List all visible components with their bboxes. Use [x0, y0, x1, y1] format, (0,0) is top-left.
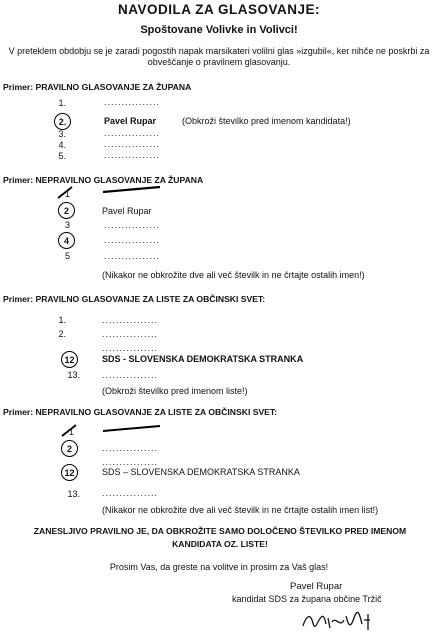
row-number: 13. — [67, 370, 80, 380]
intro-paragraph: V preteklem obdobju se je zaradi pogostih napak marsikateri volilni glas »izgubil«, ker nihče ne poskrbi za obveščanje o pravilnem glasovanju. — [8, 46, 430, 67]
row-number: 2. — [58, 329, 66, 339]
dotted-line: ................ — [104, 97, 161, 107]
dotted-line: ................ — [102, 329, 159, 339]
row-number: 3. — [58, 129, 66, 139]
dotted-line: ................ — [104, 150, 161, 160]
circled-number: 12 — [61, 351, 78, 368]
signatory-title: kandidat SDS za župana občine Tržič — [232, 594, 382, 604]
row-number: 1. — [58, 315, 66, 325]
row-number: 1. — [58, 98, 66, 108]
section-heading-correct-mayor: Primer: PRAVILNO GLASOVANJE ZA ŽUPANA — [3, 82, 192, 92]
dotted-line: ................ — [102, 457, 159, 467]
list-name: SDS – SLOVENSKA DEMOKRATSKA STRANKA — [102, 467, 300, 477]
circled-number: 2. — [54, 113, 71, 130]
row-number: 1 — [68, 427, 74, 437]
page-title: NAVODILA ZA GLASOVANJE: — [117, 2, 320, 17]
row-number: 13. — [67, 489, 80, 499]
instruction-note: (Obkroži številko pred imenom kandidata!) — [182, 116, 351, 126]
instruction-note: (Obkroži številko pred imenom liste!) — [102, 386, 248, 396]
dotted-line: ................ — [104, 128, 161, 138]
dotted-line: ................ — [104, 235, 161, 245]
row-number: 5. — [58, 151, 66, 161]
circled-number: 12 — [61, 464, 78, 481]
dotted-line: ................ — [102, 343, 159, 353]
list-name: SDS - SLOVENSKA DEMOKRATSKA STRANKA — [102, 354, 304, 364]
strike-line — [102, 425, 162, 433]
row-number: 3 — [64, 220, 70, 230]
circled-number: 2 — [58, 202, 75, 219]
dotted-line: ................ — [104, 220, 161, 230]
candidate-name: Pavel Rupar — [102, 206, 152, 216]
row-number: 1 — [64, 189, 70, 199]
section-heading-correct-council: Primer: PRAVILNO GLASOVANJE ZA LISTE ZA OBČINSKI SVET: — [3, 294, 266, 304]
cross-out-mark — [60, 424, 78, 438]
circled-number: 4 — [58, 232, 75, 249]
dotted-line: ................ — [104, 139, 161, 149]
instruction-note: (Nikakor ne obkrožite dve ali več številk in ne črtajte ostalih imen list!) — [102, 505, 379, 515]
appeal-text: Prosim Vas, da greste na volitve in prosim za Vaš glas! — [109, 562, 329, 572]
dotted-line: ................ — [102, 488, 159, 498]
dotted-line: ................ — [102, 315, 159, 325]
greeting: Spoštovane Volivke in Volivci! — [140, 24, 298, 36]
dotted-line: ................ — [102, 370, 159, 380]
strike-line — [102, 186, 162, 194]
closing-instruction: ZANESLJIVO PRAVILNO JE, DA OBKROŽITE SAMO DOLOČENO ŠTEVILKO PRED IMENOM KANDIDATA OZ. LISTE! — [33, 526, 407, 549]
dotted-line: ................ — [104, 251, 161, 261]
handwritten-signature — [300, 610, 380, 634]
row-number: 5 — [64, 251, 70, 261]
section-heading-incorrect-council: Primer: NEPRAVILNO GLASOVANJE ZA LISTE ZA OBČINSKI SVET: — [3, 407, 278, 417]
row-number: 4. — [58, 140, 66, 150]
circled-number: 2 — [61, 440, 78, 457]
signatory-name: Pavel Rupar — [290, 581, 343, 592]
dotted-line: ................ — [102, 443, 159, 453]
instruction-note: (Nikakor ne obkrožite dve ali več številk in ne črtajte ostalih imen!) — [102, 270, 365, 280]
candidate-name: Pavel Rupar — [104, 116, 157, 126]
cross-out-mark — [56, 186, 74, 200]
section-heading-incorrect-mayor: Primer: NEPRAVILNO GLASOVANJE ZA ŽUPANA — [3, 175, 204, 185]
